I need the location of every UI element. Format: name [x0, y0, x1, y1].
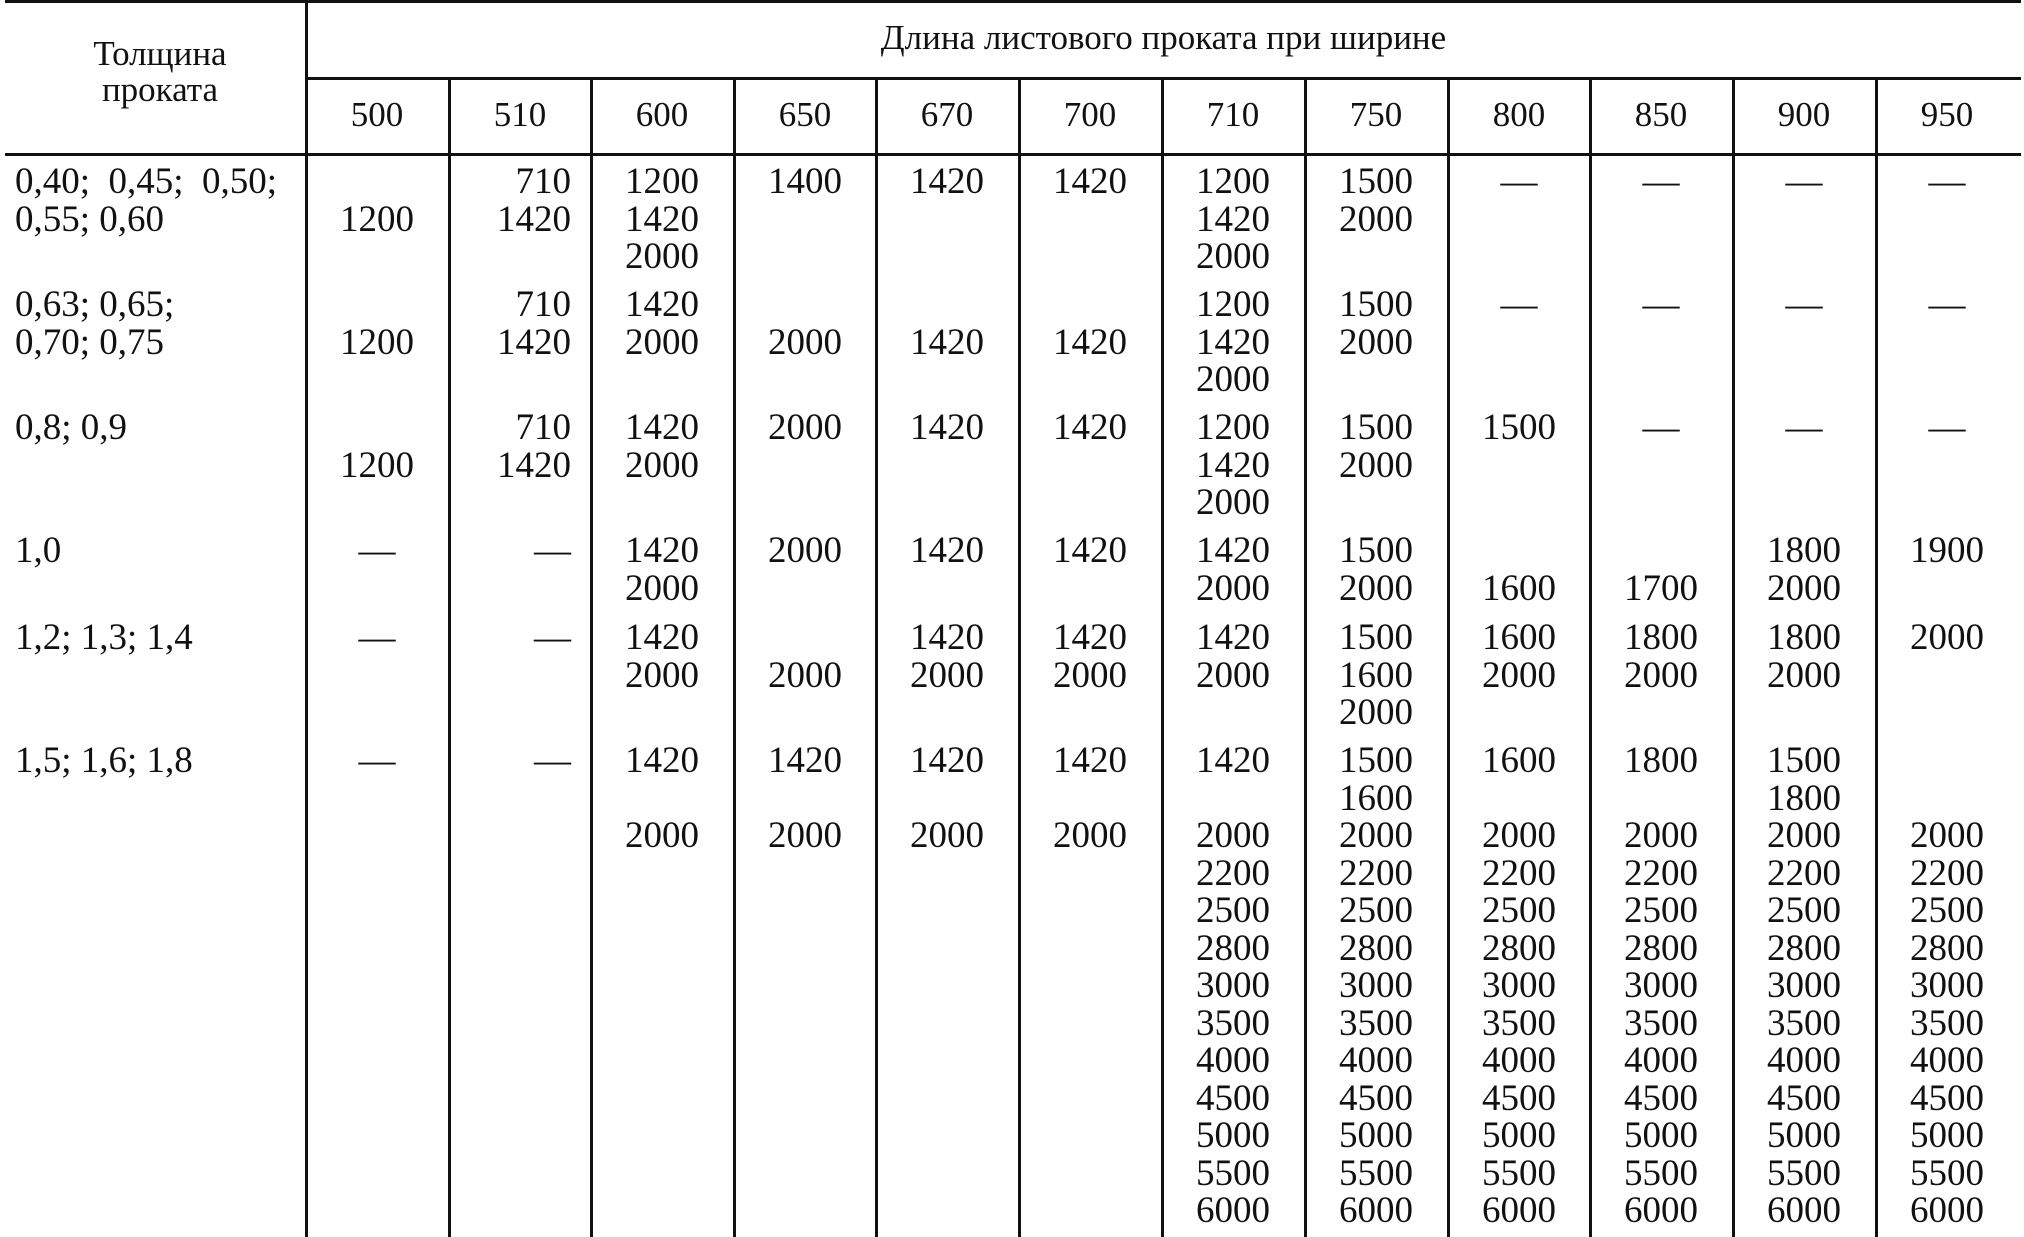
cell-value: 1420	[1053, 321, 1127, 363]
cell-value: 4000	[1482, 1040, 1556, 1081]
cell-value: 2000	[625, 654, 699, 696]
cell-value: 1420	[768, 740, 842, 781]
cell-value: 2000	[625, 444, 699, 486]
table-cell	[449, 286, 571, 361]
cell-value: 2000	[1624, 815, 1698, 856]
column-rule	[590, 77, 593, 1237]
cell-value: 2000	[768, 530, 842, 571]
cell-value: 3500	[1482, 1002, 1556, 1044]
width-header: 900	[1777, 95, 1831, 134]
cell-value: 2800	[1339, 927, 1413, 969]
table-cell	[1448, 742, 1590, 1230]
table-cell	[734, 619, 876, 694]
table-cell	[1305, 163, 1447, 238]
cell-value: 1420	[625, 407, 699, 448]
thickness-label: 1,5; 1,6; 1,8	[15, 740, 193, 781]
cell-value: 4000	[1624, 1040, 1698, 1081]
cell-value: 2200	[1196, 852, 1270, 894]
cell-value: —	[1785, 284, 1823, 325]
cell-value	[1876, 780, 2018, 818]
column-rule	[305, 0, 308, 1237]
table-cell	[1305, 619, 1447, 732]
cell-value: 1420	[1196, 444, 1270, 486]
cell-value: 6000	[1482, 1190, 1556, 1231]
cell-value: 1500	[1339, 407, 1413, 448]
cell-value: 1200	[340, 198, 414, 240]
table-cell	[1876, 532, 2018, 570]
cell-value: 2000	[1482, 815, 1556, 856]
cell-value: 1420	[1053, 161, 1127, 202]
column-rule	[448, 77, 451, 1237]
cell-value: 1600	[1482, 740, 1556, 781]
cell-value: 1800	[1624, 617, 1698, 658]
table-cell	[449, 619, 571, 657]
cell-value: 4000	[1910, 1040, 1984, 1081]
cell-value: 1600	[1482, 617, 1556, 658]
cell-value: 1600	[1339, 777, 1413, 819]
table-cell	[1876, 409, 2018, 447]
cell-value: 2000	[1339, 692, 1413, 733]
cell-value	[1590, 532, 1732, 570]
cell-value: 3000	[1482, 965, 1556, 1006]
cell-value: —	[1928, 407, 1966, 448]
table-cell	[1590, 619, 1732, 694]
cell-value: —	[1500, 284, 1538, 325]
cell-value: —	[1500, 161, 1538, 202]
table-cell	[1305, 409, 1447, 484]
cell-value: 1600	[1339, 654, 1413, 696]
cell-value	[734, 619, 876, 657]
thickness-label: 0,8; 0,9	[15, 407, 128, 448]
cell-value: 1600	[1482, 567, 1556, 609]
cell-value: 1200	[340, 444, 414, 486]
cell-value: 2000	[1196, 654, 1270, 696]
cell-value: —	[534, 530, 571, 571]
column-rule	[1161, 77, 1164, 1237]
cell-value: 4500	[1339, 1077, 1413, 1119]
cell-value	[876, 780, 1018, 818]
cell-value: 1400	[768, 161, 842, 202]
table-cell	[734, 286, 876, 361]
table-cell	[306, 409, 448, 484]
cell-value: 2000	[625, 236, 699, 277]
cell-value: 1200	[1196, 161, 1270, 202]
cell-value: 2500	[1624, 890, 1698, 931]
cell-value: 2000	[1339, 198, 1413, 240]
cell-value: —	[1928, 161, 1966, 202]
cell-value: 6000	[1910, 1190, 1984, 1231]
cell-value: 1200	[1196, 284, 1270, 325]
cell-value: 2200	[1339, 852, 1413, 894]
table-cell	[1305, 532, 1447, 607]
cell-value: 2000	[1339, 567, 1413, 609]
table-cell	[876, 742, 1018, 855]
cell-value: 3500	[1339, 1002, 1413, 1044]
table-cell	[1448, 163, 1590, 201]
thickness-label: 0,40; 0,45; 0,50; 0,55; 0,60	[15, 161, 278, 240]
cell-value: 1800	[1767, 530, 1841, 571]
cell-value: 3000	[1910, 965, 1984, 1006]
table-cell	[591, 532, 733, 607]
cell-value: 5500	[1910, 1152, 1984, 1194]
cell-value: 5500	[1196, 1152, 1270, 1194]
thickness-label: 1,2; 1,3; 1,4	[15, 617, 193, 658]
cell-value: 1420	[1053, 530, 1127, 571]
cell-value: 1200	[340, 321, 414, 363]
cell-value	[1448, 532, 1590, 570]
table-cell	[876, 619, 1018, 694]
table-cell	[1162, 619, 1304, 694]
cell-value: 2000	[1910, 617, 1984, 658]
cell-value: 2000	[1339, 444, 1413, 486]
cell-value: 1420	[625, 617, 699, 658]
cell-value: 1420	[1196, 198, 1270, 240]
cell-value: 1420	[625, 740, 699, 781]
table-cell	[1019, 742, 1161, 855]
cell-value: 2500	[1482, 890, 1556, 931]
width-header: 600	[635, 95, 689, 134]
cell-value: 2200	[1624, 852, 1698, 894]
width-header: 510	[493, 95, 547, 134]
width-header: 750	[1349, 95, 1403, 134]
cell-value: 3500	[1910, 1002, 1984, 1044]
table-cell	[1876, 742, 2018, 1230]
cell-value: —	[534, 740, 571, 781]
cell-value: 1200	[1196, 407, 1270, 448]
cell-value: 5000	[1196, 1115, 1270, 1156]
cell-value	[1019, 780, 1161, 818]
cell-value	[591, 780, 733, 818]
table-cell	[734, 163, 876, 201]
cell-value: —	[534, 617, 571, 658]
cell-value: 2500	[1196, 890, 1270, 931]
table-cell	[1876, 163, 2018, 201]
table-cell	[449, 163, 571, 238]
cell-value: 1420	[910, 617, 984, 658]
cell-value: 1420	[497, 444, 571, 486]
cell-value: 2000	[768, 654, 842, 696]
cell-value: 2000	[1339, 815, 1413, 856]
cell-value	[1590, 780, 1732, 818]
cell-value: 1420	[625, 284, 699, 325]
cell-value: 4500	[1910, 1077, 1984, 1119]
cell-value: 2000	[910, 654, 984, 696]
cell-value: 1500	[1339, 284, 1413, 325]
table-cell	[1448, 286, 1590, 324]
table-cell	[1019, 409, 1161, 447]
table-cell	[1162, 163, 1304, 276]
cell-value	[734, 286, 876, 324]
cell-value: 5000	[1624, 1115, 1698, 1156]
cell-value: 5000	[1339, 1115, 1413, 1156]
cell-value: 2000	[1196, 815, 1270, 856]
cell-value: —	[1928, 284, 1966, 325]
table-cell	[449, 532, 571, 570]
column-rule	[1304, 77, 1307, 1237]
cell-value: 2800	[1196, 927, 1270, 969]
table-cell	[1590, 742, 1732, 1230]
cell-value: 1500	[1767, 740, 1841, 781]
cell-value	[1876, 742, 2018, 780]
column-rule	[1589, 77, 1592, 1237]
cell-value: 5500	[1339, 1152, 1413, 1194]
cell-value: 1420	[1196, 617, 1270, 658]
cell-value: 6000	[1767, 1190, 1841, 1231]
column-rule	[733, 77, 736, 1237]
table-cell	[1448, 532, 1590, 607]
cell-value: 1420	[497, 198, 571, 240]
table-cell	[1590, 163, 1732, 201]
cell-value: —	[1785, 161, 1823, 202]
cell-value: 5000	[1910, 1115, 1984, 1156]
table-cell	[1305, 286, 1447, 361]
cell-value: 1420	[497, 321, 571, 363]
cell-value: —	[1642, 284, 1680, 325]
table-cell	[1162, 742, 1304, 1230]
cell-value: 1800	[1767, 777, 1841, 819]
table-cell	[591, 409, 733, 484]
column-rule	[1018, 77, 1021, 1237]
cell-value: 4000	[1767, 1040, 1841, 1081]
cell-value: 1420	[910, 161, 984, 202]
cell-value: 2500	[1339, 890, 1413, 931]
cell-value: 2000	[625, 567, 699, 609]
table-cell	[449, 742, 571, 780]
table-cell	[1733, 286, 1875, 324]
cell-value: 2000	[1196, 359, 1270, 400]
thickness-label: 0,63; 0,65; 0,70; 0,75	[15, 284, 175, 363]
width-header: 650	[778, 95, 832, 134]
cell-value	[876, 286, 1018, 324]
group-header: Длина листового проката при ширине	[880, 18, 1447, 57]
cell-value: 710	[515, 407, 571, 448]
cell-value: 2200	[1767, 852, 1841, 894]
cell-value: 2000	[1767, 654, 1841, 696]
cell-value: 1800	[1624, 740, 1698, 781]
cell-value: 1420	[910, 530, 984, 571]
width-header: 710	[1206, 95, 1260, 134]
table-cell	[876, 286, 1018, 361]
cell-value	[306, 409, 448, 447]
table-cell	[1733, 532, 1875, 607]
cell-value: 2200	[1910, 852, 1984, 894]
cell-value: 4500	[1624, 1077, 1698, 1119]
table-cell	[306, 163, 448, 238]
table-cell	[1448, 619, 1590, 694]
width-header: 850	[1634, 95, 1688, 134]
cell-value: 710	[515, 284, 571, 325]
cell-value: —	[358, 617, 396, 658]
table-cell	[591, 286, 733, 361]
cell-value: 1200	[625, 161, 699, 202]
cell-value: 6000	[1624, 1190, 1698, 1231]
cell-value: 2000	[1910, 815, 1984, 856]
cell-value: 5000	[1767, 1115, 1841, 1156]
cell-value: 2200	[1482, 852, 1556, 894]
cell-value: 2000	[1053, 654, 1127, 696]
width-header: 800	[1492, 95, 1546, 134]
cell-value: 3000	[1767, 965, 1841, 1006]
column-rule	[875, 77, 878, 1237]
cell-value: —	[1785, 407, 1823, 448]
corner-header: Толщина проката	[93, 34, 227, 109]
cell-value	[306, 286, 448, 324]
cell-value: 2000	[1196, 236, 1270, 277]
cell-value: 1420	[625, 198, 699, 240]
cell-value: 3500	[1624, 1002, 1698, 1044]
cell-value: 1420	[910, 740, 984, 781]
cell-value: 2000	[910, 815, 984, 856]
thickness-label: 1,0	[15, 530, 62, 571]
cell-value: 2000	[1053, 815, 1127, 856]
table-cell	[591, 619, 733, 694]
table-cell	[1019, 163, 1161, 201]
table-cell	[1590, 409, 1732, 447]
table-cell	[1590, 532, 1732, 607]
table-cell	[1019, 286, 1161, 361]
table-cell	[734, 742, 876, 855]
cell-value: 2000	[1196, 482, 1270, 523]
table-cell	[876, 532, 1018, 570]
table-cell	[1162, 532, 1304, 607]
table-cell	[1733, 619, 1875, 694]
width-header: 950	[1920, 95, 1974, 134]
cell-value: 1500	[1482, 407, 1556, 448]
cell-value: 1900	[1910, 530, 1984, 571]
cell-value: 1420	[1053, 407, 1127, 448]
cell-value: 2800	[1624, 927, 1698, 969]
cell-value: 1500	[1339, 530, 1413, 571]
cell-value: 2000	[625, 815, 699, 856]
cell-value: 2000	[1196, 567, 1270, 609]
table-cell	[306, 619, 448, 657]
cell-value	[734, 780, 876, 818]
cell-value: —	[1642, 161, 1680, 202]
table-cell	[1019, 532, 1161, 570]
cell-value: 2800	[1910, 927, 1984, 969]
cell-value: 6000	[1339, 1190, 1413, 1231]
cell-value: 2000	[1767, 815, 1841, 856]
cell-value: 4500	[1767, 1077, 1841, 1119]
table-cell	[306, 532, 448, 570]
cell-value: 3500	[1196, 1002, 1270, 1044]
cell-value: 1420	[625, 530, 699, 571]
table-cell	[1305, 742, 1447, 1230]
cell-value: 1500	[1339, 161, 1413, 202]
cell-value	[1019, 286, 1161, 324]
table-cell	[876, 163, 1018, 201]
cell-value: 1700	[1624, 567, 1698, 609]
table-cell	[449, 409, 571, 484]
cell-value: 3000	[1624, 965, 1698, 1006]
cell-value: 1420	[1053, 740, 1127, 781]
cell-value: 2800	[1482, 927, 1556, 969]
table-cell	[306, 286, 448, 361]
table-cell	[1162, 286, 1304, 399]
cell-value: —	[1642, 407, 1680, 448]
cell-value: 2500	[1910, 890, 1984, 931]
width-header: 700	[1063, 95, 1117, 134]
column-rule	[1875, 77, 1878, 1237]
cell-value: 1420	[1053, 617, 1127, 658]
cell-value: 2000	[1767, 567, 1841, 609]
cell-value: 710	[515, 161, 571, 202]
cell-value: 1800	[1767, 617, 1841, 658]
cell-value: 5500	[1767, 1152, 1841, 1194]
table-cell	[1733, 163, 1875, 201]
cell-value: 2000	[768, 321, 842, 363]
table-cell	[1590, 286, 1732, 324]
table-cell	[591, 742, 733, 855]
cell-value: 4000	[1196, 1040, 1270, 1081]
cell-value: —	[358, 740, 396, 781]
cell-value: 2000	[768, 407, 842, 448]
table-cell	[306, 742, 448, 780]
cell-value: 2000	[1482, 654, 1556, 696]
table-cell	[1019, 619, 1161, 694]
cell-value: 1420	[910, 321, 984, 363]
table-cell	[734, 409, 876, 447]
cell-value: 6000	[1196, 1190, 1270, 1231]
cell-value: 5000	[1482, 1115, 1556, 1156]
cell-value	[306, 163, 448, 201]
table-cell	[1162, 409, 1304, 522]
cell-value	[1162, 780, 1304, 818]
cell-value: 2500	[1767, 890, 1841, 931]
cell-value: 1500	[1339, 617, 1413, 658]
cell-value: 1420	[1196, 321, 1270, 363]
cell-value: 2000	[768, 815, 842, 856]
cell-value: 1420	[1196, 740, 1270, 781]
cell-value: 2000	[625, 321, 699, 363]
width-header: 670	[920, 95, 974, 134]
table-cell	[1876, 286, 2018, 324]
table-cell	[1448, 409, 1590, 447]
cell-value: 2000	[1624, 654, 1698, 696]
cell-value: 3000	[1339, 965, 1413, 1006]
cell-value: 1420	[910, 407, 984, 448]
cell-value: 4500	[1482, 1077, 1556, 1119]
width-header: 500	[350, 95, 404, 134]
cell-value: 2000	[1339, 321, 1413, 363]
cell-value: 1420	[1196, 530, 1270, 571]
cell-value: 5500	[1624, 1152, 1698, 1194]
table-cell	[1876, 619, 2018, 657]
table-cell	[1733, 409, 1875, 447]
table-cell	[1733, 742, 1875, 1230]
column-rule	[1447, 77, 1450, 1237]
column-rule	[1732, 77, 1735, 1237]
cell-value	[1448, 780, 1590, 818]
cell-value: 1500	[1339, 740, 1413, 781]
cell-value: 3500	[1767, 1002, 1841, 1044]
cell-value: 3000	[1196, 965, 1270, 1006]
cell-value: 2800	[1767, 927, 1841, 969]
cell-value: 5500	[1482, 1152, 1556, 1194]
cell-value: 4500	[1196, 1077, 1270, 1119]
table-cell	[591, 163, 733, 276]
table-cell	[734, 532, 876, 570]
table-cell	[876, 409, 1018, 447]
cell-value: 4000	[1339, 1040, 1413, 1081]
cell-value: —	[358, 530, 396, 571]
